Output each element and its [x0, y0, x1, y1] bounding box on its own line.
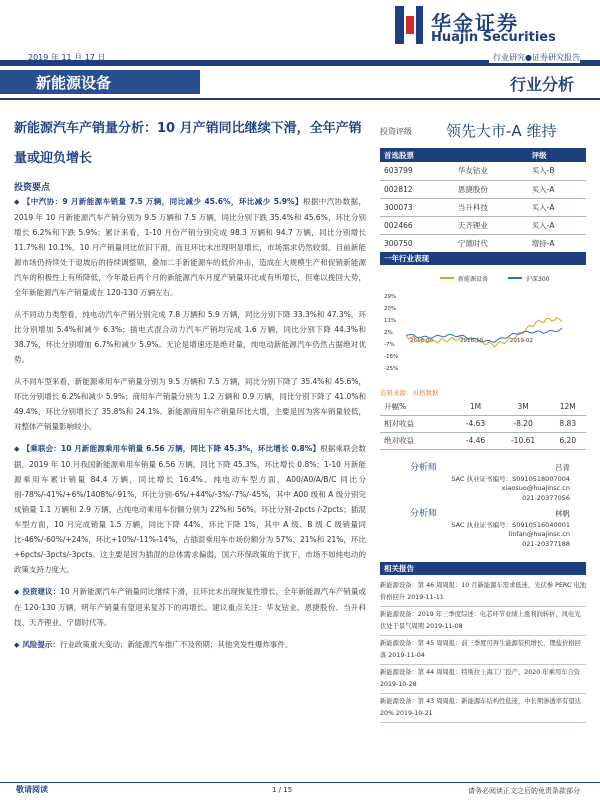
- table-row: [380, 432, 586, 449]
- paragraph-text: 行业政策重大变动；新能源汽车推广不及预期；其他突发性爆炸事件。: [59, 640, 293, 649]
- analyst-email: xiaosuo@huajinsc.cn: [501, 484, 570, 492]
- paragraph-text: 根据中汽协数据，2019 年 10 月新能源汽车产销分别为 9.5 万辆和 7.5 万辆，同比分别下跌 35.4%和 45.6%，环比分别增长 6.2%和下跌 5.9%；累计来看，1-10 月份产销分别完成 98.3 万辆和 94.7 万辆，同比分别增长 11.7%和 10.1%。10 月产销量同比依旧下滑，而且环比未出现明显增长，市场需求仍然较弱。目前新能源市场仍持续处于退坡后的持续调整期，叠加二手新能源车的低价冲击，造成在大规模生产和促销新能源汽车的积极性上有所降低，今年最后两个月的新能源汽车月度产销量环比或有所增长，但难以挽回大势，全年新能源汽车产销量或在 120-130 万辆左右。: [14, 197, 366, 297]
- rating-label: 投资评级: [380, 127, 412, 136]
- stock-rating: 增持-A: [528, 234, 586, 252]
- page-number: 1 / 15: [272, 786, 293, 794]
- paragraph-heading: 投资建议：: [22, 587, 61, 596]
- y-tick-label: 20%: [384, 306, 397, 312]
- performance-table: [380, 398, 586, 450]
- paragraph-text: 根据乘联会数据，2019 年 10 月我国新能源乘用车销量 6.56 万辆，同比下降 45.3%，环比增长 0.8%；1-10 月新能源乘用车累计销量 84.4 万辆，同比增长 16.4%。纯电动车型方面，A00/A0/A/B/C 同比分别-78%/-41%/+6%/1408%/-91%，环比分别-6%/+44%/-3%/-7%/-45%，其中 A00 级和 A 级分别完成销量 1.1 万辆和 2.9 万辆，占纯电动乘用车份额分别为 22%和 56%。环比分别-2pcts /-2pcts；插混车型方面，10 月完成销量 1.5 万辆，同比下降 44%，环比下降 1%，其中 A 级、B 级 C 级销量同比-46%/-60%/+24%，环比+10%/-11%-14%，占插混乘用车市场份额分为 57%、21%和 21%，环比+6pcts/-3pcts/-3pcts。这主要是因为插混的总体需求偏弱，国六环保政策的干扰下，市场不如纯电动的政策支持力度大。: [14, 444, 367, 574]
- analyst-name: 林帆: [555, 509, 570, 518]
- stock-name: 恩捷股份: [454, 180, 528, 198]
- stock-rating: 买入-A: [528, 198, 586, 216]
- table-row: [380, 216, 586, 234]
- body-paragraph: [14, 637, 366, 653]
- related-report-link[interactable]: 新能源设备：第 45 周周报：前三季度可再生能源装机增长，锂盐价格回落 2019-11-04: [380, 636, 586, 665]
- stock-code: 300073: [380, 198, 454, 216]
- body-paragraph: [14, 441, 366, 577]
- stock-code: 603799: [380, 162, 454, 180]
- body-paragraph: [14, 374, 366, 434]
- paragraph-text: 10 月新能源汽车产销量同比继续下滑，且环比未出现恢复性增长，全年新能源汽车产销量或在 120-130 万辆，明年产销量有望迎来复苏下的再增长。建议重点关注：华友钴业、恩捷股份、当升科技、天齐锂业、宁德时代等。: [14, 587, 366, 627]
- table-row: [380, 415, 586, 432]
- paragraph-heading: 【乘联会：10 月新能源乘用车销量 6.56 万辆，同比下降 45.3%，环比增长 0.8%】: [22, 444, 321, 453]
- related-report-link[interactable]: 新能源设备：第 44 周周报：特斯拉上海工厂投产，2020 年乘用车合资 2019-10-28: [380, 665, 586, 694]
- analyst-phone: 021-20377188: [522, 540, 570, 548]
- perf-cell: 8.83: [549, 415, 586, 432]
- header-divider: [0, 98, 600, 100]
- paragraph-text: 从不同车型来看，新能源乘用车产销量分别为 9.5 万辆和 7.5 万辆，同比分别下降了 35.4%和 45.6%，环比分别增长 6.2%和减少 5.9%；商用车产销量分别为 1.2 万辆和 0.9 万辆，同比分别下降了 41.0%和 49.4%，环比分别增长了 35.8%和 24.1%。新能源商用车产销量环比大增，主要是因为客车销量较低，对整体产销量影响较小。: [14, 377, 366, 431]
- legend-sector: 新能源设备: [458, 276, 489, 283]
- report-date: 2019 年 11 月 17 日: [28, 53, 106, 62]
- analyst-email: linfan@huajinsc.cn: [508, 530, 570, 538]
- report-title: 新能源汽车产销量分析：10 月产销同比继续下滑，全年产销量或迎负增长: [14, 121, 362, 166]
- stock-table: [380, 148, 586, 253]
- y-tick-label: -25%: [384, 366, 399, 372]
- perf-cell: 6.20: [549, 432, 586, 449]
- report-body: [14, 194, 366, 660]
- perf-header: 12M: [549, 398, 586, 415]
- stock-header-name: [454, 148, 528, 162]
- legend-index: 沪深300: [526, 276, 550, 283]
- y-tick-label: 29%: [384, 294, 397, 300]
- report-type: 行业研究●证券研究报告: [489, 52, 580, 63]
- perf-cell: -4.46: [454, 432, 496, 449]
- table-row: [380, 198, 586, 216]
- y-tick-label: -7%: [384, 342, 395, 348]
- huajin-logo-icon: [395, 6, 423, 44]
- perf-cell: -10.61: [497, 432, 550, 449]
- footer-left: 敬请阅读: [16, 785, 48, 794]
- perf-header: 升幅%: [380, 398, 454, 415]
- performance-title: 一年行业表现: [380, 252, 586, 265]
- logo-text-en: Huajin Securities: [431, 30, 556, 45]
- company-logo: [395, 6, 585, 46]
- x-tick-label: 2018-10: [460, 338, 483, 344]
- perf-header: 3M: [497, 398, 550, 415]
- related-report-link[interactable]: 新能源设备：第 43 周周报：新能源车结构性低迷，中长期渗透率有望达 20% 2019-10-21: [380, 694, 586, 723]
- related-report-link[interactable]: 新能源设备：2019 年三季度综述：电芯环节业绩上涨利润转折，风电光伏处于景气周期 2019-11-08: [380, 607, 586, 636]
- paragraph-heading: 风险提示：: [22, 640, 60, 649]
- table-row: [380, 180, 586, 198]
- stock-header-code: 首选股票: [380, 148, 454, 162]
- stock-rating: 买入-A: [528, 180, 586, 198]
- industry-label: 行业分析: [509, 75, 574, 94]
- perf-cell: -8.20: [497, 415, 550, 432]
- perf-cell: -4.63: [454, 415, 496, 432]
- performance-chart: [380, 268, 586, 386]
- stock-rating: 买入-A: [528, 216, 586, 234]
- top-bar: [0, 52, 600, 66]
- analyst-phone: 021-20377056: [522, 494, 570, 502]
- stock-code: 002812: [380, 180, 454, 198]
- footer-divider: [0, 782, 600, 783]
- related-report-link[interactable]: 新能源设备：第 46 周周报：10 月新能源车需求低迷，光伏参 PERC 电池价格回升 2019-11-11: [380, 578, 586, 607]
- stock-header-rating: 评级: [528, 148, 586, 162]
- stock-code: 002466: [380, 216, 454, 234]
- analyst-name: 吕青: [555, 463, 570, 472]
- analyst-block: [380, 504, 586, 562]
- logo-text-cn: 华金证券: [431, 11, 519, 35]
- body-paragraph: [14, 307, 366, 367]
- table-row: [380, 234, 586, 252]
- footer-disclaimer: 请务必阅读正文之后的免责条款部分: [468, 787, 580, 795]
- body-paragraph: [14, 584, 366, 630]
- rating-value: 领先大市-A 维持: [446, 122, 557, 140]
- sector-name: 新能源设备: [36, 74, 112, 92]
- y-tick-label: 2%: [384, 330, 393, 336]
- paragraph-heading: 【中汽协：9 月新能源车销量 7.5 万辆，同比减少 45.6%，环比减少 5.9%】: [22, 197, 303, 206]
- chart-source: 资料来源：贝格数据: [380, 389, 439, 397]
- x-tick-label: 2019-02: [510, 338, 533, 344]
- related-reports-title: 相关报告: [380, 562, 586, 575]
- rating: [380, 118, 585, 142]
- stock-rating: 买入-B: [528, 162, 586, 180]
- related-reports-list: [380, 578, 586, 723]
- stock-name: 天齐锂业: [454, 216, 528, 234]
- stock-name: 宁德时代: [454, 234, 528, 252]
- stock-name: 华友钴业: [454, 162, 528, 180]
- paragraph-text: 从不同动力类型看，纯电动汽车产销分别完成 7.8 万辆和 5.9 万辆，同比分别下降 33.3%和 47.3%，环比分别增加 5.4%和减少 6.3%；插电式混合动力汽车产销均完成 1.6 万辆，同比分别下降 44.3%和 38.7%，环比分别增加 6.7%和减少 5.9%。无论是增速还是绝对量，纯电动新能源汽车仍然占据绝对优势。: [14, 310, 366, 364]
- analyst-title: 分析师: [410, 509, 438, 519]
- table-row: [380, 398, 586, 415]
- table-row: [380, 162, 586, 180]
- y-tick-label: 11%: [384, 318, 397, 324]
- y-tick-label: -16%: [384, 354, 399, 360]
- perf-cell: 相对收益: [380, 415, 454, 432]
- stock-name: 当升科技: [454, 198, 528, 216]
- body-paragraph: [14, 194, 366, 300]
- analyst-title: 分析师: [410, 463, 438, 473]
- perf-cell: 绝对收益: [380, 432, 454, 449]
- analyst-cert: SAC 执业证书编号：S0910516040001: [451, 521, 570, 529]
- x-tick-label: 2018-06: [410, 338, 433, 344]
- stock-code: 300750: [380, 234, 454, 252]
- key-points-title: 投资要点: [14, 183, 51, 193]
- analyst-cert: SAC 执业证书编号：S0910518007004: [451, 475, 570, 483]
- perf-header: 1M: [454, 398, 496, 415]
